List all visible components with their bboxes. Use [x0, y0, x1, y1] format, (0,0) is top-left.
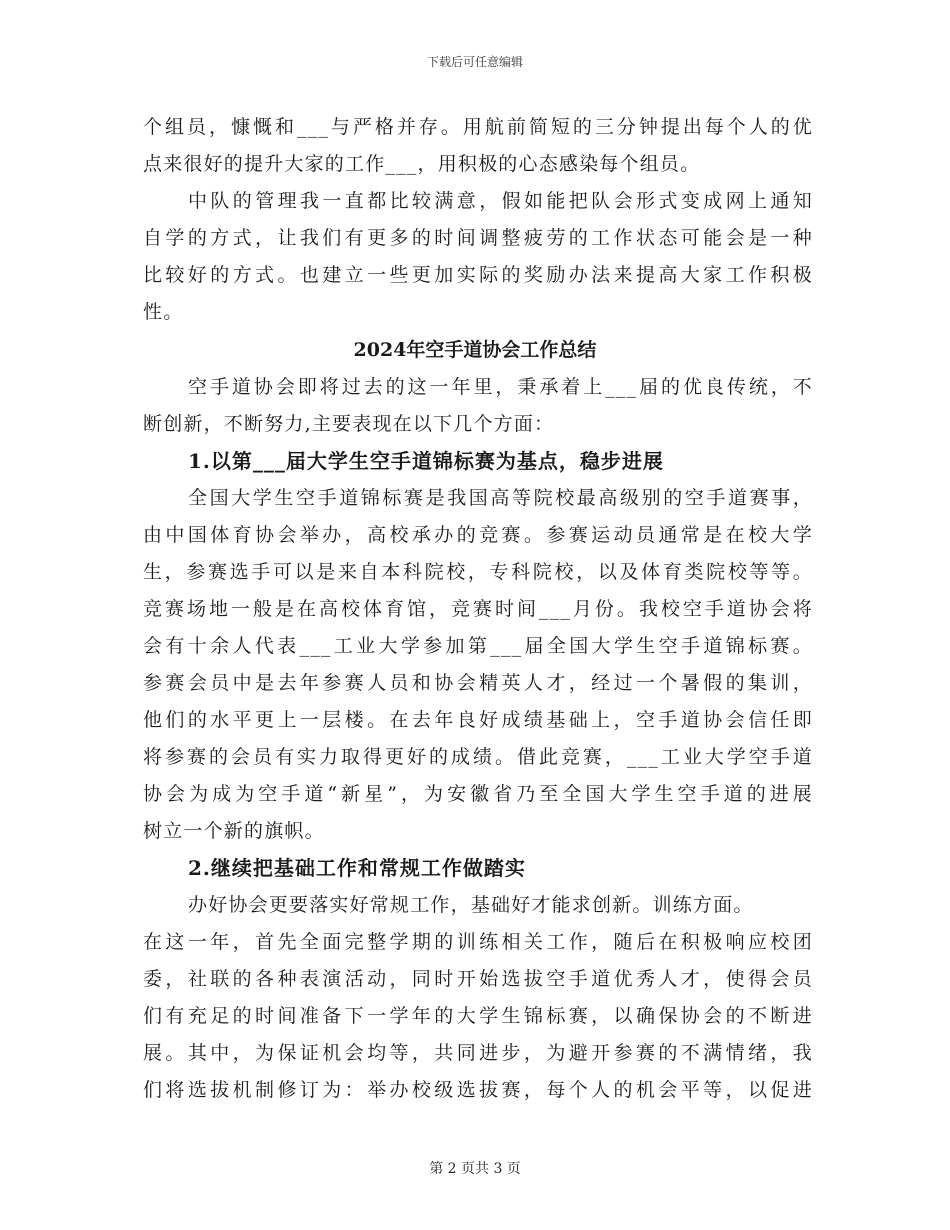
body-line: 竞赛场地一般是在高校体育馆，竞赛时间___月份。我校空手道协会将 — [143, 598, 813, 620]
body-line: 树立一个新的旗帜。 — [143, 820, 325, 842]
body-line: 自学的方式，让我们有更多的时间调整疲劳的工作状态可能会是一种 — [143, 227, 813, 249]
body-line: 他们的水平更上一层楼。在去年良好成绩基础上，空手道协会信任即 — [143, 709, 813, 731]
body-line: 办好协会更要落实好常规工作，基础好才能求创新。训练方面。 — [188, 894, 754, 916]
body-line: 性。 — [143, 301, 184, 323]
section-title: 2024年空手道协会工作总结 — [353, 339, 597, 361]
page-header: 下载后可任意编辑 — [426, 55, 523, 69]
body-line: 将参赛的会员有实力取得更好的成绩。借此竞赛，___工业大学空手道 — [143, 746, 813, 768]
body-line: 全国大学生空手道锦标赛是我国高等院校最高级别的空手道赛事， — [188, 487, 813, 509]
body-line: 中队的管理我一直都比较满意，假如能把队会形式变成网上通知 — [188, 190, 813, 212]
body-line: 个组员，慷慨和___与严格并存。用航前简短的三分钟提出每个人的优 — [143, 116, 813, 138]
body-line: 们有充足的时间准备下一学年的大学生锦标赛，以确保协会的不断进 — [143, 1005, 813, 1027]
body-line: 由中国体育协会举办，高校承办的竞赛。参赛运动员通常是在校大学 — [143, 524, 813, 546]
page-footer: 第 2 页共 3 页 — [429, 1161, 521, 1177]
subheading: 1.以第___届大学生空手道锦标赛为基点，稳步进展 — [188, 449, 664, 473]
body-line: 比较好的方式。也建立一些更加实际的奖励办法来提高大家工作积极 — [143, 264, 813, 286]
body-line: 生，参赛选手可以是来自本科院校，专科院校，以及体育类院校等等。 — [143, 561, 813, 583]
body-line: 空手道协会即将过去的这一年里，秉承着上___届的优良传统，不 — [188, 376, 813, 398]
body-line: 展。其中，为保证机会均等，共同进步，为避开参赛的不满情绪，我 — [143, 1042, 813, 1064]
body-line: 断创新，不断努力,主要表现在以下几个方面： — [143, 413, 555, 435]
body-line: 在这一年，首先全面完整学期的训练相关工作，随后在积极响应校团 — [143, 931, 813, 953]
subheading: 2.继续把基础工作和常规工作做踏实 — [188, 856, 526, 880]
body-line: 会有十余人代表___工业大学参加第___届全国大学生空手道锦标赛。 — [143, 635, 813, 657]
body-line: 们将选拔机制修订为：举办校级选拔赛，每个人的机会平等，以促进 — [143, 1079, 813, 1101]
body-line: 协会为成为空手道“新星”，为安徽省乃至全国大学生空手道的进展 — [143, 783, 813, 805]
body-line: 委，社联的各种表演活动，同时开始选拔空手道优秀人才，使得会员 — [143, 968, 813, 990]
body-line: 点来很好的提升大家的工作___，用积极的心态感染每个组员。 — [143, 153, 701, 175]
body-line: 参赛会员中是去年参赛人员和协会精英人才，经过一个暑假的集训， — [143, 672, 813, 694]
